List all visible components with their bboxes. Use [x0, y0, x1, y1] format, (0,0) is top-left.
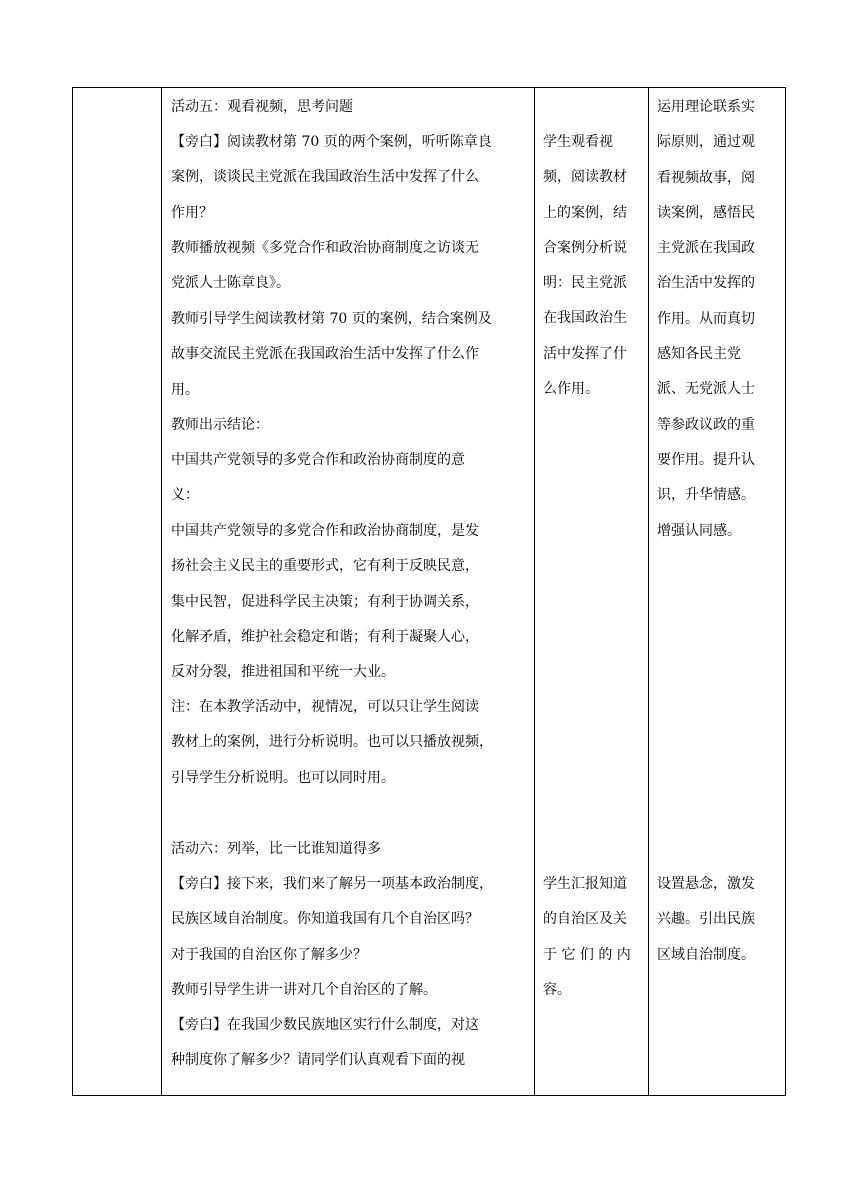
student-activity-5: 学生观看视 频，阅读教材 上的案例，结 合案例分析说 明：民主党派 在我国政治生 活中发挥了什 么作用。 — [543, 134, 627, 398]
activity-6-narration-2: 【旁白】在我国少数民族地区实行什么制度，对这 种制度你了解多少？请同学们认真观看下面的视 — [171, 1017, 479, 1069]
activity-5-title: 活动五：观看视频，思考问题 — [171, 99, 353, 115]
student-activity-6: 学生汇报知道 的自治区及关 于 它 们 的 内 容。 — [543, 876, 631, 998]
activity-5-reading-step: 教师引导学生阅读教材第 70 页的案例，结合案例及 故事交流民主党派在我国政治生活中发挥了什么作 用。 — [171, 311, 492, 398]
activity-6-title: 活动六：列举，比一比谁知道得多 — [171, 841, 381, 857]
activity-5-video-step: 教师播放视频《多党合作和政治协商制度之访谈无 党派人士陈章良》。 — [171, 240, 479, 292]
design-intent-5: 运用理论联系实 际原则，通过观 看视频故事，阅 读案例，感悟民 主党派在我国政 治生活中发挥的 作用。从而真切 感知各民主党 派、无党派人士 等参政议政的重 要作用。提升认 识，升华情感。 增强认同感。 — [657, 99, 755, 539]
table-column-design-intent — [649, 88, 785, 1095]
activity-5-narration: 【旁白】阅读教材第 70 页的两个案例，听听陈章良 案例，谈谈民主党派在我国政治生活中发挥了什么 作用？ — [171, 134, 492, 221]
design-intent-6: 设置悬念，激发 兴趣。引出民族 区域自治制度。 — [657, 876, 755, 963]
activity-5-conclusion-label: 教师出示结论： — [171, 417, 269, 433]
table-column-student-activity — [535, 88, 649, 1095]
table-column-teacher-activity — [162, 88, 535, 1095]
table-column-stage — [73, 88, 162, 1095]
activity-5-significance-heading: 中国共产党领导的多党合作和政治协商制度的意 义： — [171, 452, 465, 504]
lesson-plan-table — [72, 87, 786, 1096]
activity-6-narration: 【旁白】接下来，我们来了解另一项基本政治制度， 民族区域自治制度。你知道我国有几个自治区吗？ 对于我国的自治区你了解多少？ — [171, 876, 493, 963]
activity-6-teacher-step: 教师引导学生讲一讲对几个自治区的了解。 — [171, 982, 437, 998]
activity-5-significance-body: 中国共产党领导的多党合作和政治协商制度，是发 扬社会主义民主的重要形式，它有利于反映民意， 集中民智，促进科学民主决策；有利于协调关系， 化解矛盾，维护社会稳定和谐；有利于凝聚人心， 反对分裂，推进祖国和平统一大业。 — [171, 523, 479, 681]
activity-5-note: 注：在本教学活动中，视情况，可以只让学生阅读 教材上的案例，进行分析说明。也可以只播放视频， 引导学生分析说明。也可以同时用。 — [171, 699, 493, 786]
